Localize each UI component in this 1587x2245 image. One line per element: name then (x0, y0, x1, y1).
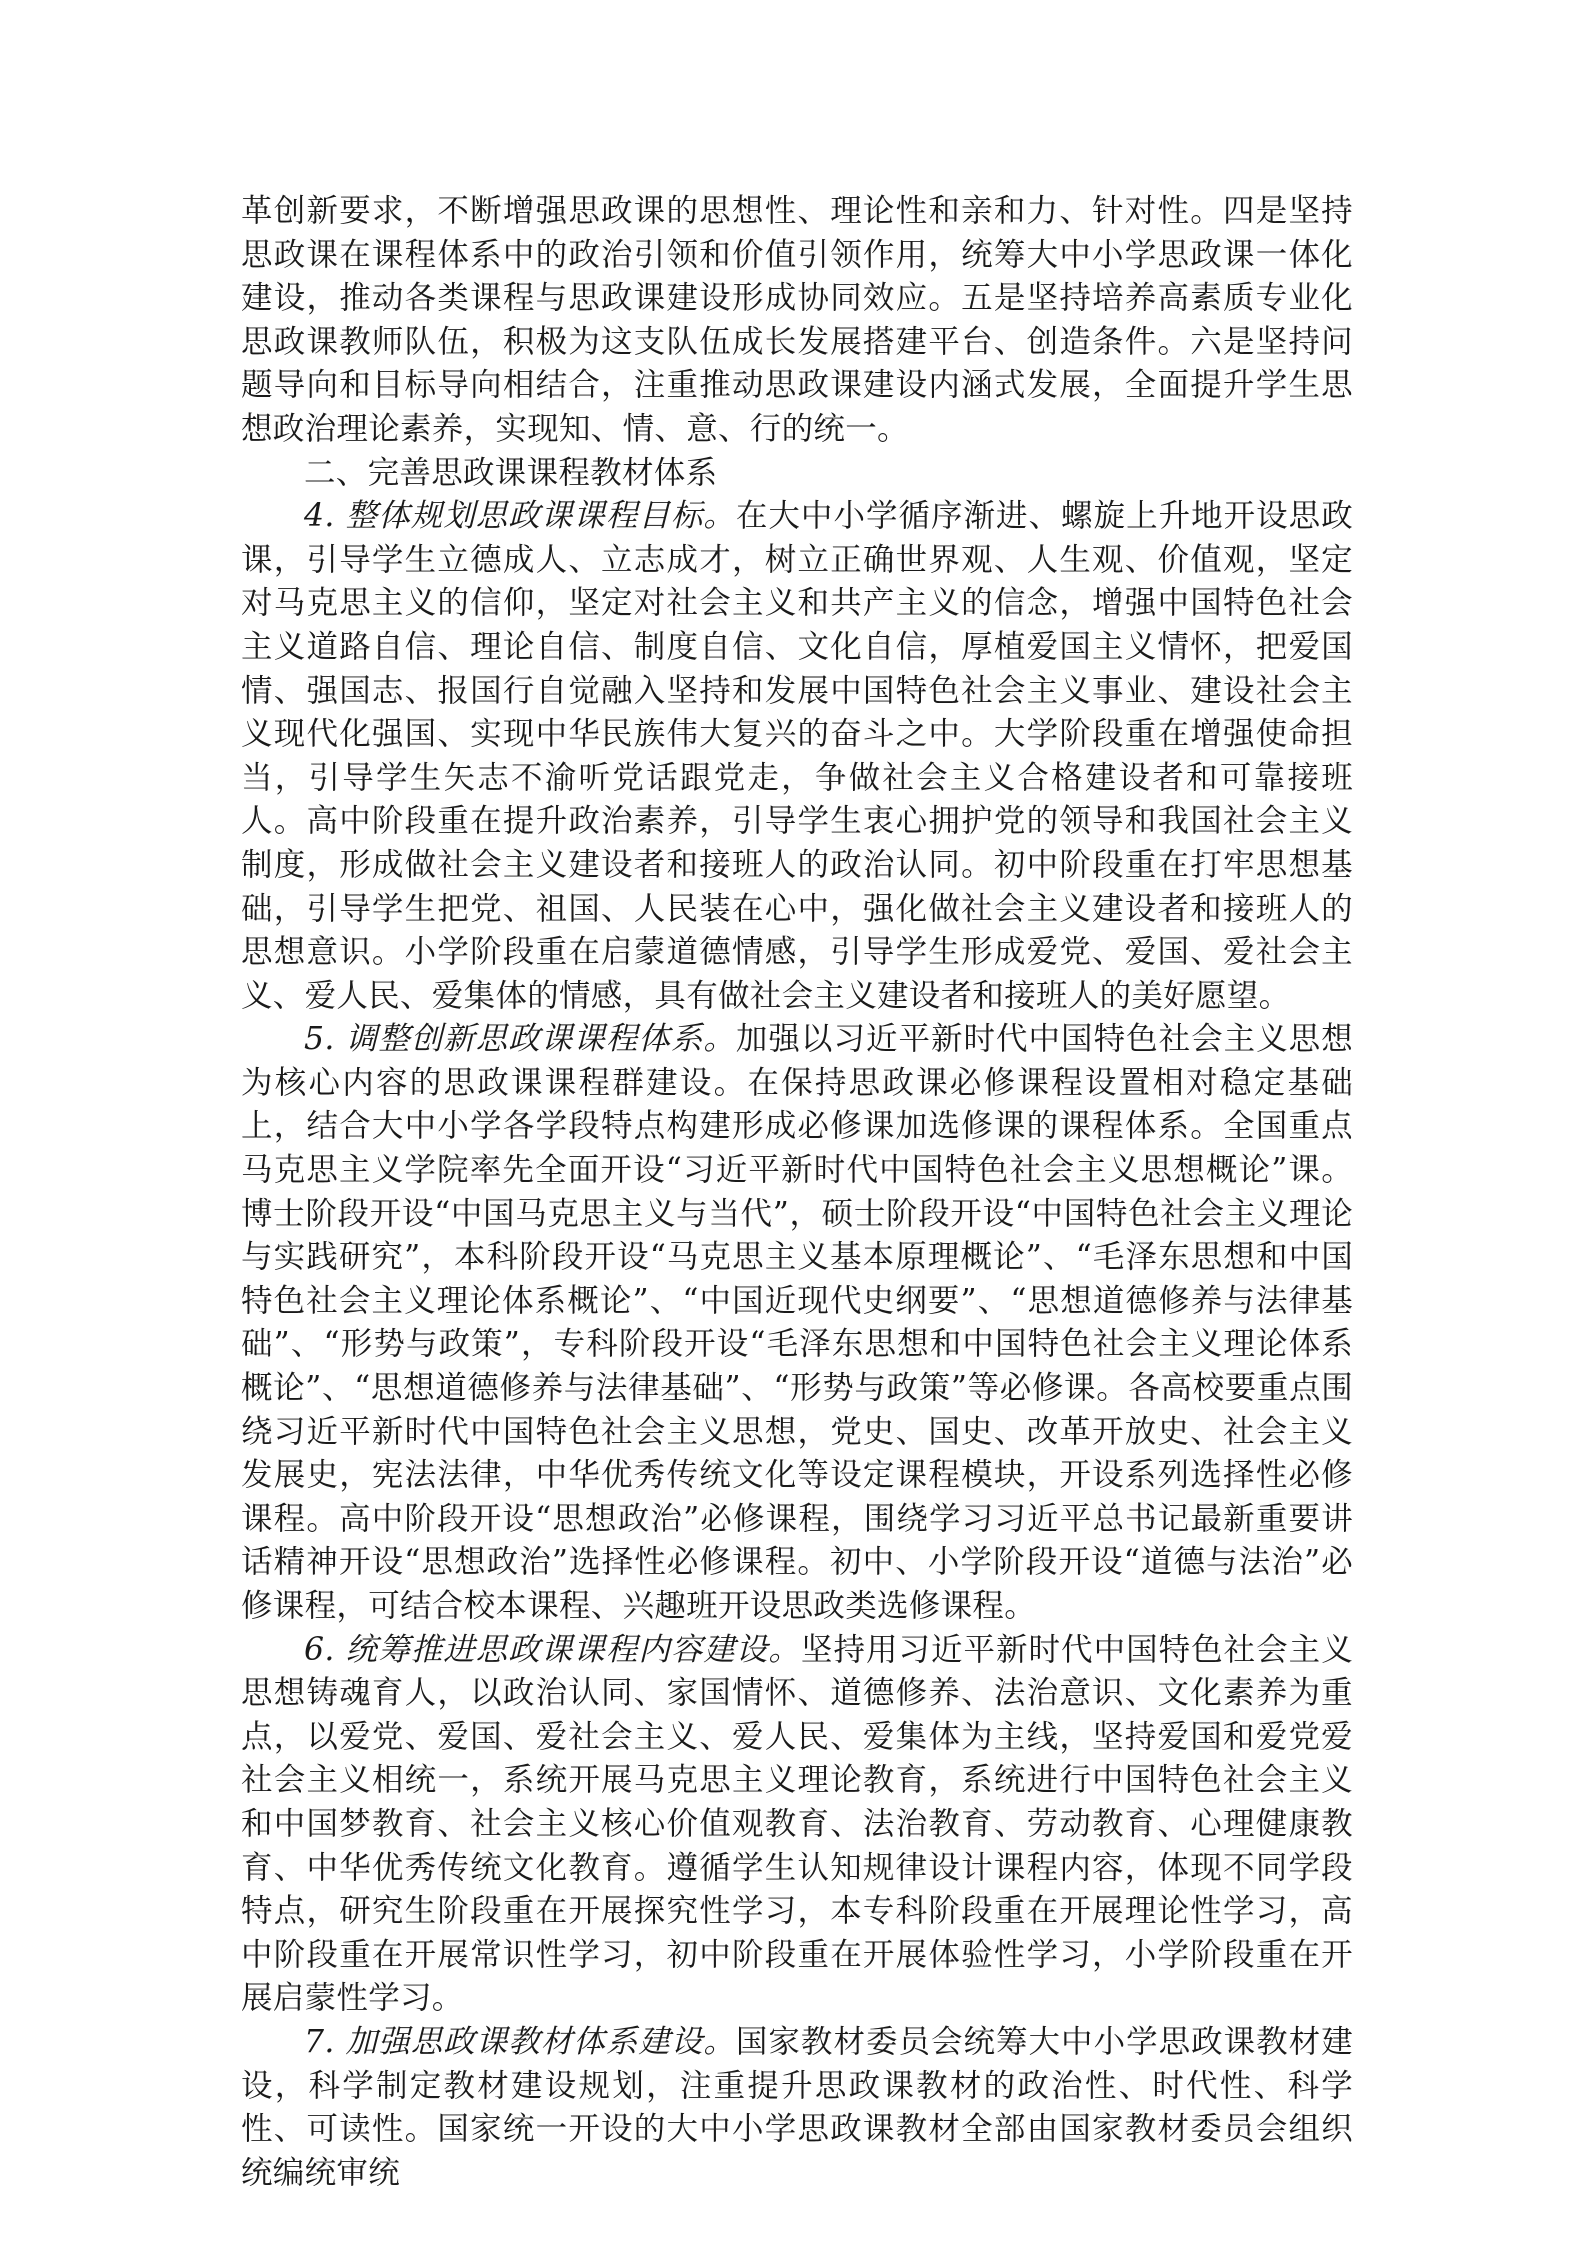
item-7-body: 国家教材委员会统筹大中小学思政课教材建设，科学制定教材建设规划，注重提升思政课教材的政治性、时代性、科学性、可读性。国家统一开设的大中小学思政课教材全部由国家教材委员会组织统编统审统 (241, 2023, 1353, 2191)
item-4-lead: 4. 整体规划思政课课程目标。 (304, 498, 736, 535)
item-6-paragraph (241, 1629, 1353, 2021)
item-7-lead: 7. 加强思政课教材体系建设。 (304, 2023, 736, 2060)
item-5-paragraph (241, 1018, 1353, 1628)
document-page (241, 190, 1353, 2195)
continuation-paragraph: 革创新要求，不断增强思政课的思想性、理论性和亲和力、针对性。四是坚持思政课在课程体系中的政治引领和价值引领作用，统筹大中小学思政课一体化建设，推动各类课程与思政课建设形成协同效应。五是坚持培养高素质专业化思政课教师队伍，积极为这支队伍成长发展搭建平台、创造条件。六是坚持问题导向和目标导向相结合，注重推动思政课建设内涵式发展，全面提升学生思想政治理论素养，实现知、情、意、行的统一。 (241, 193, 1353, 447)
item-5-body: 加强以习近平新时代中国特色社会主义思想为核心内容的思政课课程群建设。在保持思政课必修课程设置相对稳定基础上，结合大中小学各学段特点构建形成必修课加选修课的课程体系。全国重点马克思主义学院率先全面开设“习近平新时代中国特色社会主义思想概论”课。博士阶段开设“中国马克思主义与当代”，硕士阶段开设“中国特色社会主义理论与实践研究”，本科阶段开设“马克思主义基本原理概论”、“毛泽东思想和中国特色社会主义理论体系概论”、“中国近现代史纲要”、“思想道德修养与法律基础”、“形势与政策”，专科阶段开设“毛泽东思想和中国特色社会主义理论体系概论”、“思想道德修养与法律基础”、“形势与政策”等必修课。各高校要重点围绕习近平新时代中国特色社会主义思想，党史、国史、改革开放史、社会主义发展史，宪法法律，中华优秀传统文化等设定课程模块，开设系列选择性必修课程。高中阶段开设“思想政治”必修课程，围绕学习习近平总书记最新重要讲话精神开设“思想政治”选择性必修课程。初中、小学阶段开设“道德与法治”必修课程，可结合校本课程、兴趣班开设思政类选修课程。 (241, 1021, 1353, 1624)
section-heading: 二、完善思政课课程教材体系 (304, 454, 718, 491)
item-7-paragraph (241, 2021, 1353, 2195)
item-4-body: 在大中小学循序渐进、螺旋上升地开设思政课，引导学生立德成人、立志成才，树立正确世界观、人生观、价值观，坚定对马克思主义的信仰，坚定对社会主义和共产主义的信念，增强中国特色社会主义道路自信、理论自信、制度自信、文化自信，厚植爱国主义情怀，把爱国情、强国志、报国行自觉融入坚持和发展中国特色社会主义事业、建设社会主义现代化强国、实现中华民族伟大复兴的奋斗之中。大学阶段重在增强使命担当，引导学生矢志不渝听党话跟党走，争做社会主义合格建设者和可靠接班人。高中阶段重在提升政治素养，引导学生衷心拥护党的领导和我国社会主义制度，形成做社会主义建设者和接班人的政治认同。初中阶段重在打牢思想基础，引导学生把党、祖国、人民装在心中，强化做社会主义建设者和接班人的思想意识。小学阶段重在启蒙道德情感，引导学生形成爱党、爱国、爱社会主义、爱人民、爱集体的情感，具有做社会主义建设者和接班人的美好愿望。 (241, 498, 1353, 1014)
item-4-paragraph (241, 495, 1353, 1018)
item-6-lead: 6. 统筹推进思政课课程内容建设。 (304, 1631, 801, 1668)
item-6-body: 坚持用习近平新时代中国特色社会主义思想铸魂育人，以政治认同、家国情怀、道德修养、法治意识、文化素养为重点，以爱党、爱国、爱社会主义、爱人民、爱集体为主线，坚持爱国和爱党爱社会主义相统一，系统开展马克思主义理论教育，系统进行中国特色社会主义和中国梦教育、社会主义核心价值观教育、法治教育、劳动教育、心理健康教育、中华优秀传统文化教育。遵循学生认知规律设计课程内容，体现不同学段特点，研究生阶段重在开展探究性学习，本专科阶段重在开展理论性学习，高中阶段重在开展常识性学习，初中阶段重在开展体验性学习，小学阶段重在开展启蒙性学习。 (241, 1631, 1353, 2017)
item-5-lead: 5. 调整创新思政课课程体系。 (304, 1021, 736, 1058)
